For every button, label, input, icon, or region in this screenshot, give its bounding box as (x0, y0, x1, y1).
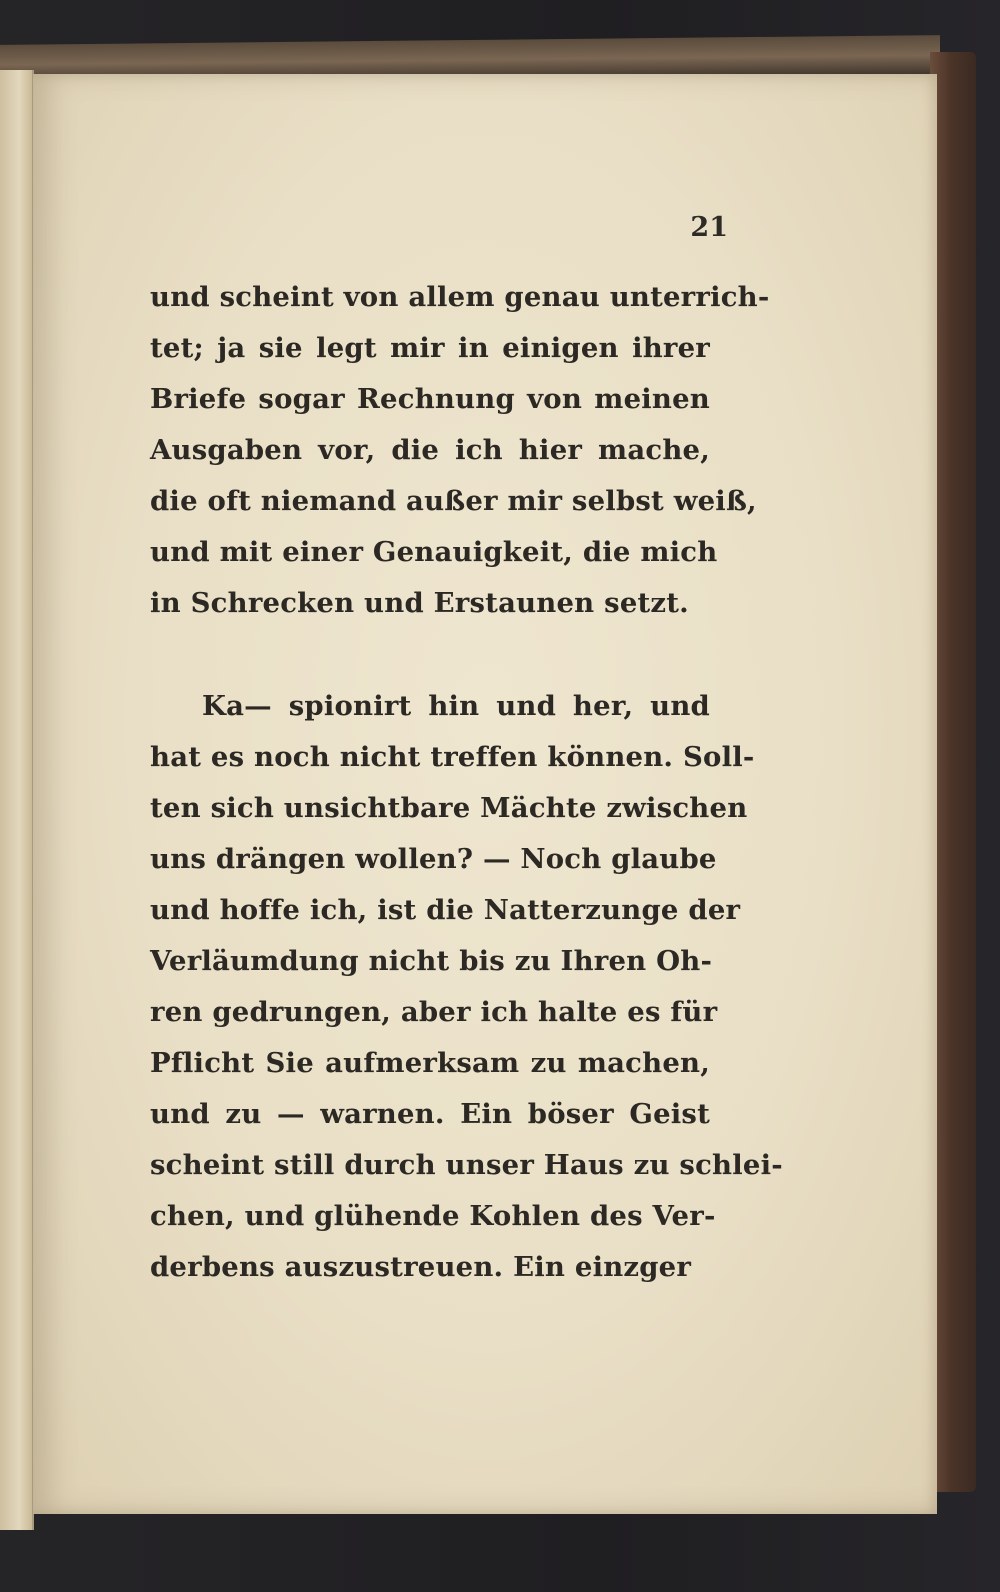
previous-page-edge (0, 70, 34, 1530)
paragraph-2 (150, 681, 783, 1293)
text-line: Ausgaben vor, die ich hier mache, (150, 434, 710, 466)
text-line: in Schrecken und Erstaunen setzt. (150, 587, 689, 619)
page-number: 21 (690, 212, 728, 243)
text-line: die oft niemand außer mir selbst weiß, (150, 485, 757, 517)
text-line: ren gedrungen, aber ich halte es für (150, 996, 718, 1028)
text-line: und mit einer Genauigkeit, die mich (150, 536, 718, 568)
text-line: Ka— spionirt hin und her, und (202, 690, 710, 722)
text-line: uns drängen wollen? — Noch glaube (150, 843, 717, 875)
text-line: Pflicht Sie aufmerksam zu machen, (150, 1047, 710, 1079)
text-line: und scheint von allem genau unterrich- (150, 281, 770, 313)
page-text (150, 272, 783, 1293)
text-line: Briefe sogar Rechnung von meinen (150, 383, 710, 415)
text-line: und zu — warnen. Ein böser Geist (150, 1098, 710, 1130)
text-line: chen, und glühende Kohlen des Ver- (150, 1200, 716, 1232)
text-line: hat es noch nicht treffen können. Soll- (150, 741, 755, 773)
text-line: Verläumdung nicht bis zu Ihren Oh- (150, 945, 713, 977)
text-line: derbens auszustreuen. Ein einzger (150, 1251, 692, 1283)
text-line: tet; ja sie legt mir in einigen ihrer (150, 332, 710, 364)
text-line: scheint still durch unser Haus zu schlei- (150, 1149, 783, 1181)
paragraph-1 (150, 272, 770, 629)
text-line: ten sich unsichtbare Mächte zwischen (150, 792, 748, 824)
paragraph-gap (150, 629, 710, 681)
text-line: und hoffe ich, ist die Natterzunge der (150, 894, 741, 926)
